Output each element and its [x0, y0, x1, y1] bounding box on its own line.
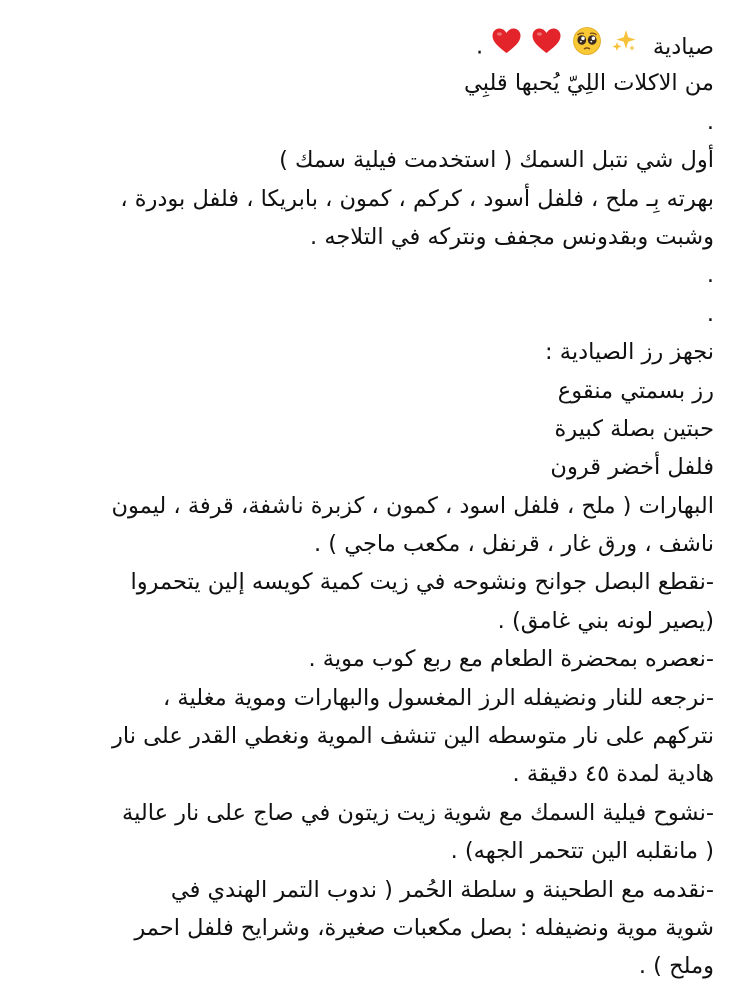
title-row: [26, 26, 714, 64]
text-line: -نرجعه للنار ونضيفله الرز المغسول والبهارات وموية مغلية ،: [163, 684, 714, 711]
text-line: -نعصره بمحضرة الطعام مع ربع كوب موية .: [308, 646, 714, 673]
text-line: ( مانقلبه الين تتحمر الجهه) .: [450, 838, 714, 865]
red-heart-icon: [531, 27, 562, 67]
sparkles-icon: [611, 28, 637, 66]
recipe-note: [26, 26, 714, 986]
text-line: رز بسمتي منقوع: [557, 377, 714, 404]
text-line: .: [706, 300, 714, 327]
note-title: صيادية: [652, 33, 714, 60]
text-line: نجهز رز الصيادية :: [545, 339, 714, 366]
title-dot: .: [475, 33, 484, 60]
text-line: من الاكلات اللِيّ يُحبها قلبِي: [463, 70, 714, 97]
text-line: .: [706, 108, 714, 135]
text-line: ناشف ، ورق غار ، قرنفل ، مكعب ماجي ) .: [313, 531, 714, 558]
text-line: .: [706, 262, 714, 289]
text-line: وملح ) .: [638, 953, 714, 980]
text-line: -نشوح فيلية السمك مع شوية زيت زيتون في صاج على نار عالية: [122, 799, 714, 826]
text-line: فلفل أخضر قرون: [550, 454, 714, 481]
text-line: وشبت وبقدونس مجفف ونتركه في التلاجه .: [310, 223, 714, 250]
text-line: (يصير لونه بني غامق) .: [497, 607, 714, 634]
text-line: -نقطع البصل جوانح ونشوحه في زيت كمية كويسه إلين يتحمروا: [130, 569, 714, 596]
text-line: أول شي نتبل السمك ( استخدمت فيلية سمك ): [279, 147, 714, 174]
text-line: -نقدمه مع الطحينة و سلطة الحُمر ( ندوب التمر الهندي في: [170, 876, 714, 903]
text-line: شوية موية ونضيفله : بصل مكعبات صغيرة، وشرايح فلفل احمر: [134, 914, 714, 941]
text-line: حبتين بصلة كبيرة: [554, 415, 714, 442]
text-line: البهارات ( ملح ، فلفل اسود ، كمون ، كزبرة ناشفة، قرفة ، ليمون: [111, 492, 714, 519]
text-line: نتركهم على نار متوسطه الين تنشف الموية ونغطي القدر على نار: [112, 723, 714, 750]
text-line: هادية لمدة ٤٥ دقيقة .: [512, 761, 714, 788]
text-line: بهرته بِـ ملح ، فلفل أسود ، كركم ، كمون ، بابريكا ، فلفل بودرة ،: [120, 185, 714, 212]
pleading-face-icon: [572, 26, 602, 68]
red-heart-icon: [491, 27, 522, 67]
